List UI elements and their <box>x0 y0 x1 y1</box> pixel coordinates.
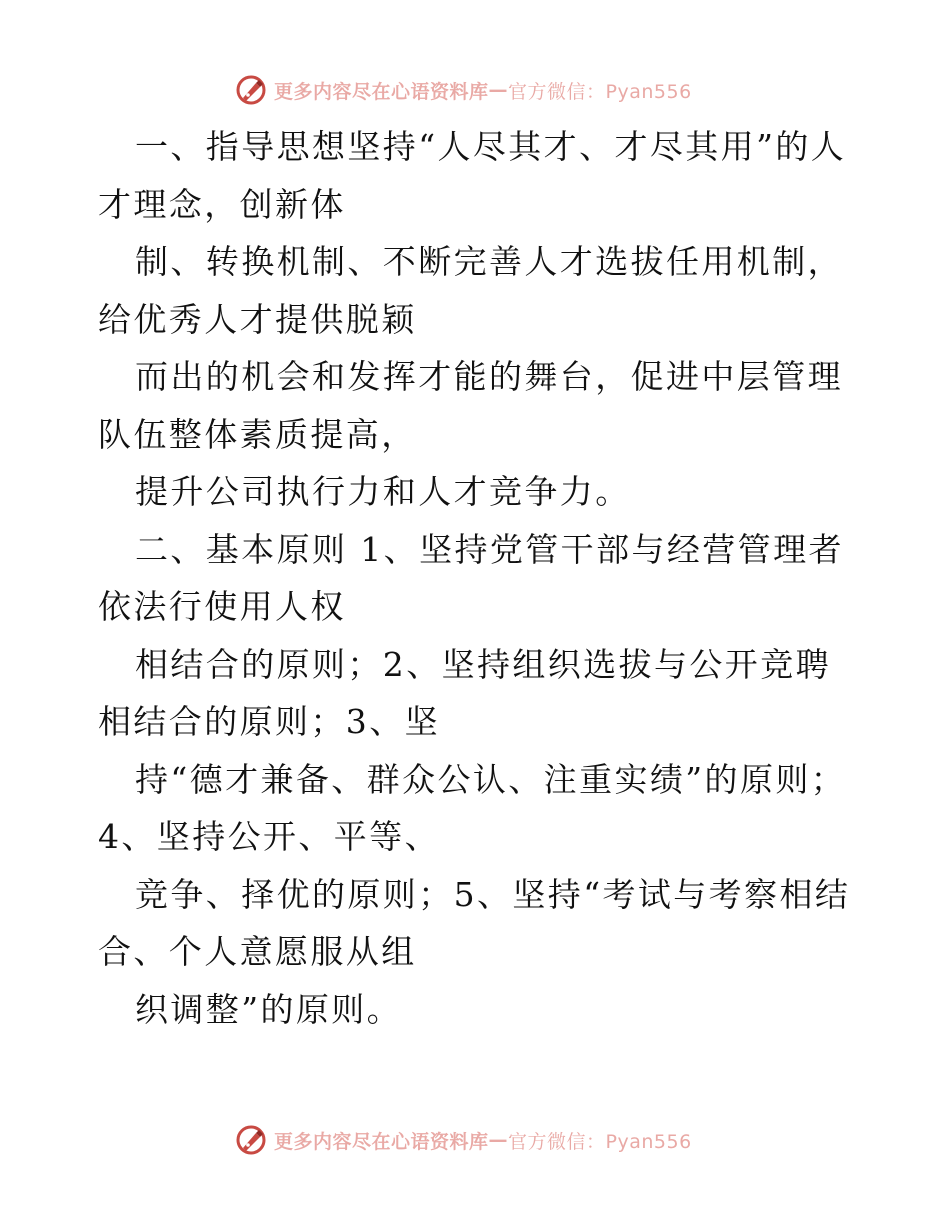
wechat-text: 官方微信：Pyan556 <box>508 1130 692 1153</box>
wechat-text: 官方微信：Pyan556 <box>508 80 692 103</box>
document-body <box>98 118 858 1038</box>
promo-text: 更多内容尽在心语资料库 <box>274 80 489 103</box>
paragraph: 竞争、择优的原则；5、坚持“考试与考察相结合、个人意愿服从组 <box>98 874 851 971</box>
banner-separator: — <box>488 1129 509 1151</box>
header-banner <box>234 72 692 108</box>
paragraph: 制、转换机制、不断完善人才选拔任用机制，给优秀人才提供脱颖 <box>98 242 843 339</box>
paragraph: 而出的机会和发挥才能的舞台，促进中层管理队伍整体素质提高， <box>98 357 843 454</box>
paragraph: 一、指导思想坚持“人尽其才、才尽其用”的人才理念，创新体 <box>98 127 847 224</box>
paragraph: 持“德才兼备、群众公认、注重实绩”的原则；4、坚持公开、平等、 <box>98 759 847 856</box>
pen-nib-logo-icon <box>234 73 268 107</box>
footer-banner <box>234 1122 692 1158</box>
promo-text: 更多内容尽在心语资料库 <box>274 1130 489 1153</box>
banner-separator: — <box>488 79 509 101</box>
paragraph: 织调整”的原则。 <box>135 989 403 1029</box>
paragraph: 二、基本原则 1、坚持党管干部与经营管理者依法行使用人权 <box>98 529 844 626</box>
paragraph: 提升公司执行力和人才竞争力。 <box>135 472 631 511</box>
pen-nib-logo-icon <box>234 1123 268 1157</box>
paragraph: 相结合的原则；2、坚持组织选拔与公开竞聘相结合的原则；3、坚 <box>98 644 831 741</box>
